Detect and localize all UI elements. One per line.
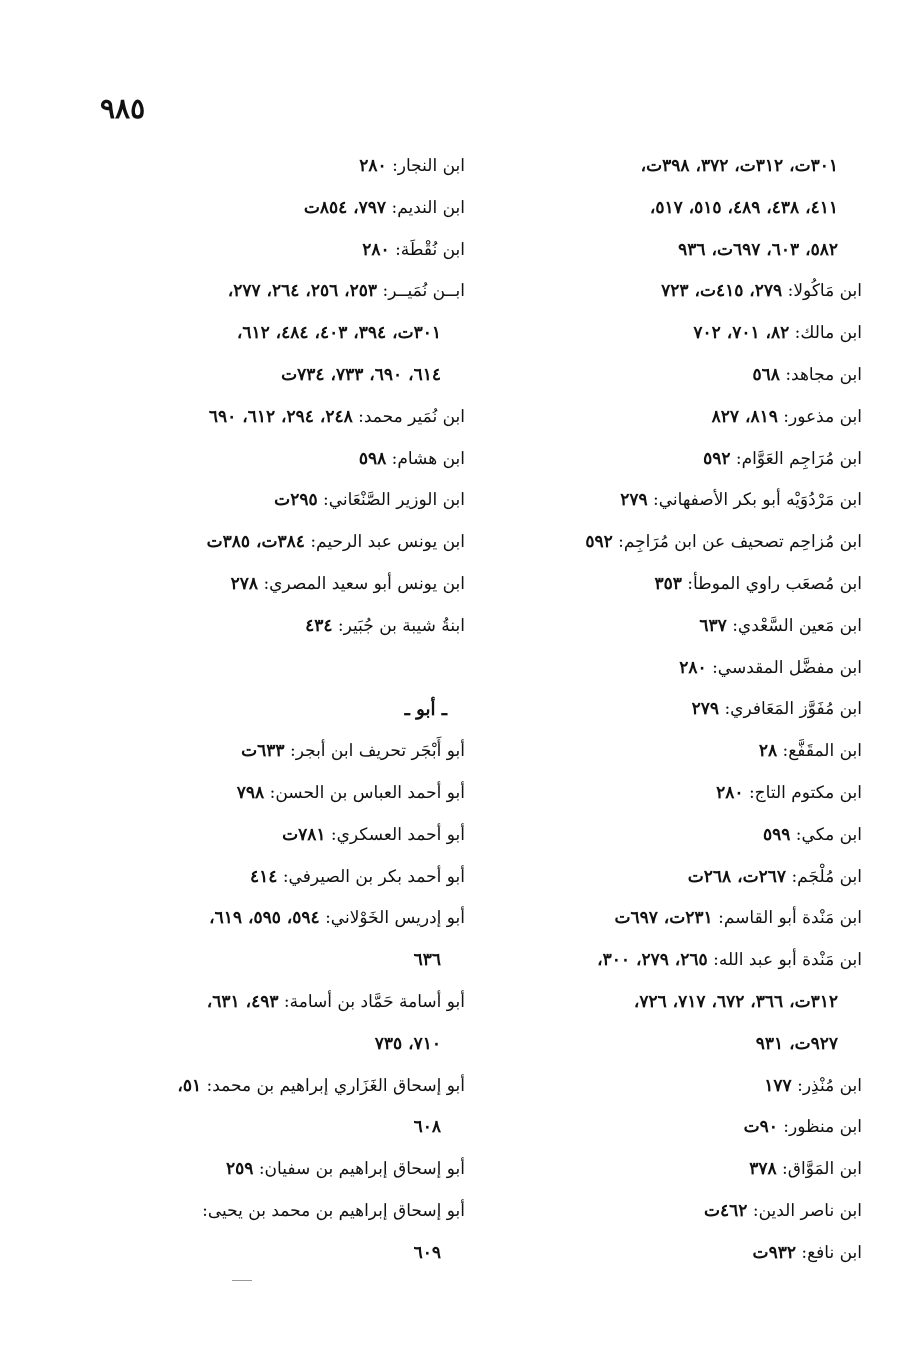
index-entry	[110, 564, 465, 606]
index-entry	[110, 146, 465, 188]
index-entry	[507, 773, 862, 815]
entry-name: ابن مُنْذِر:	[797, 1075, 862, 1096]
index-entry	[110, 773, 465, 815]
entry-name: ابن مفضَّل المقدسي:	[712, 657, 862, 678]
index-entry	[507, 606, 862, 648]
page-references: ٧١٠، ٧٣٥	[374, 1033, 441, 1054]
page-references: ٦٣٧	[699, 615, 727, 636]
index-entry	[507, 439, 862, 481]
page-references: ٤٦٢ت	[704, 1200, 748, 1221]
entry-name: ابن يونس أبو سعيد المصري:	[263, 573, 465, 594]
page-references: ٣٨٤ت، ٣٨٥ت	[206, 532, 305, 553]
page-references: ٥٩٤، ٥٩٥، ٦١٩،	[209, 908, 320, 929]
index-entry-continuation	[110, 940, 465, 982]
page-references: ٧٩٨	[236, 782, 265, 803]
page-references: ٥٩٢	[703, 448, 731, 469]
index-entry-continuation	[507, 230, 862, 272]
entry-name: ابن نُقْطَة:	[395, 239, 465, 260]
entry-name: ابن مَنْدة أبو عبد الله:	[713, 950, 862, 971]
page-references: ٧٨١ت	[282, 824, 326, 845]
entry-name: ابن المقَفَّع:	[782, 741, 862, 762]
entry-name: ابنةُ شيبة بن جُبَير:	[337, 615, 465, 636]
entry-name: ابن منظور:	[783, 1117, 862, 1138]
page-references: ٤١٤	[250, 866, 278, 887]
index-entry	[507, 940, 862, 982]
page-references: ٢٣١ت، ٦٩٧ت	[614, 908, 713, 929]
page-references: ٢٧٩	[691, 699, 720, 720]
entry-name: ابن مكي:	[795, 824, 862, 845]
page-references: ٨٢، ٧٠١، ٧٠٢	[693, 323, 790, 344]
index-entry	[110, 397, 465, 439]
entry-name: ابن مَعين السَّعْدي:	[732, 615, 862, 636]
page-references: ٩٣٢ت	[752, 1242, 796, 1263]
index-entry	[110, 230, 465, 272]
page-references: ٢٨٠	[359, 156, 387, 176]
index-entry	[110, 898, 465, 940]
index-entry-continuation	[507, 188, 862, 230]
page-references: ٣١٢ت، ٣٦٦، ٦٧٢، ٧١٧، ٧٢٦،	[633, 991, 838, 1012]
entry-name: ابن يونس عبد الرحيم:	[310, 532, 465, 553]
page-references: ٦٠٨	[413, 1117, 441, 1138]
page-references: ٢٨٠	[716, 782, 744, 803]
entry-name: أبو أحمد العسكري:	[330, 824, 465, 845]
page-references: ٩٠ت	[743, 1117, 778, 1138]
entry-name: ابن النجار:	[392, 156, 465, 176]
page-references: ٢٨٠	[679, 657, 707, 678]
index-entry	[507, 898, 862, 940]
index-entry	[110, 1191, 465, 1233]
page-references: ٢٨	[758, 741, 778, 762]
entry-name: أبو أحمد بكر بن الصيرفي:	[282, 866, 465, 887]
index-entry-continuation	[110, 1233, 465, 1275]
entry-name: ابن نُمَير محمد:	[358, 406, 465, 427]
index-column-right	[507, 146, 862, 1275]
entry-name: أبو أَبْجَر تحريف ابن أبجر:	[289, 741, 465, 762]
index-entry	[507, 689, 862, 731]
page-references: ٤١١، ٤٣٨، ٤٨٩، ٥١٥، ٥١٧،	[649, 197, 838, 218]
page-references: ٢٦٥، ٢٧٩، ٣٠٠،	[597, 950, 708, 971]
page-references: ٦١٤، ٦٩٠، ٧٣٣، ٧٣٤ت	[281, 364, 441, 385]
index-entry	[507, 397, 862, 439]
index-entry	[507, 564, 862, 606]
page-references: ٦٠٩	[413, 1242, 441, 1263]
page-references: ٣٥٣	[654, 573, 682, 594]
index-entry	[507, 815, 862, 857]
index-entry	[507, 731, 862, 773]
entry-name: أبو إسحاق إبراهيم بن محمد بن يحيى:	[202, 1200, 465, 1221]
entry-name: ابن مُفَوَّز المَعَافري:	[724, 699, 862, 720]
index-entry	[110, 271, 465, 313]
index-entry	[507, 1191, 862, 1233]
index-entry	[507, 1107, 862, 1149]
page-references: ٢٦٧ت، ٢٦٨ت	[687, 866, 787, 887]
index-entry	[110, 1066, 465, 1108]
index-entry-continuation	[110, 1107, 465, 1149]
index-entry-continuation	[507, 982, 862, 1024]
index-entry	[507, 271, 862, 313]
entry-name: ابن مُرَاجِم العَوَّام:	[735, 448, 862, 469]
page-references: ٨١٩، ٨٢٧	[711, 406, 778, 427]
index-entry	[110, 606, 465, 648]
entry-name: ابن مَرْدُوَيْه أبو بكر الأصفهاني:	[653, 490, 862, 511]
page-references: ٩٢٧ت، ٩٣١	[755, 1033, 838, 1054]
entry-name: ابن الوزير الصَّنْعَاني:	[323, 490, 465, 511]
page-references: ٢٩٥ت	[274, 490, 318, 511]
index-entry	[507, 1233, 862, 1275]
index-entry	[110, 857, 465, 899]
entry-name: ابن ناصر الدين:	[752, 1200, 862, 1221]
page-references: ٥٨٢، ٦٠٣، ٦٩٧ت، ٩٣٦	[678, 239, 838, 260]
index-entry	[110, 480, 465, 522]
page-references: ٥٩٨	[358, 448, 387, 469]
index-entry	[507, 313, 862, 355]
page-references: ٢٤٨، ٢٩٤، ٦١٢، ٦٩٠	[208, 406, 353, 427]
page-references: ٥٩٢	[585, 532, 613, 553]
entry-name: ابن مُزاحِم تصحيف عن ابن مُرَاجِم:	[618, 532, 862, 553]
page-references: ٢٧٨	[230, 573, 259, 594]
entry-name: ابن النديم:	[391, 197, 465, 218]
page-references: ٥٦٨	[752, 364, 780, 385]
entry-name: ابن مُلْجَم:	[791, 866, 862, 887]
index-entry-continuation	[110, 313, 465, 355]
page-references: ٢٨٠	[362, 239, 390, 260]
index-entry	[507, 648, 862, 690]
page-references: ٢٧٩، ٤١٥ت، ٧٢٣	[661, 281, 783, 302]
index-entry	[110, 439, 465, 481]
index-entry	[110, 1149, 465, 1191]
entry-name: ابن مذعور:	[783, 406, 862, 427]
entry-name: أبو إسحاق إبراهيم بن سفيان:	[258, 1159, 465, 1180]
index-entry	[507, 522, 862, 564]
index-entry	[507, 857, 862, 899]
page-references: ٥١،	[177, 1075, 202, 1096]
page-references: ٣٠١ت، ٣١٢ت، ٣٧٢، ٣٩٨ت،	[640, 156, 838, 176]
index-entry-continuation	[110, 1024, 465, 1066]
entry-name: ابن نافع:	[801, 1242, 862, 1263]
entry-name: ابن مُصعَب راوي الموطأ:	[687, 573, 862, 594]
page-references: ٢٧٩	[620, 490, 648, 511]
page-references: ٤٣٤	[305, 615, 333, 636]
entry-name: ابن مجاهد:	[785, 364, 862, 385]
index-entry	[110, 982, 465, 1024]
index-entry	[110, 522, 465, 564]
index-entry	[507, 480, 862, 522]
page-references: ٣٠١ت، ٣٩٤، ٤٠٣، ٤٨٤، ٦١٢،	[236, 323, 441, 344]
footer-rule	[232, 1280, 252, 1281]
spacer	[110, 648, 465, 690]
entry-name: أبو أسامة حَمَّاد بن أسامة:	[283, 991, 465, 1012]
entry-name: ابن مكتوم التاج:	[748, 782, 862, 803]
index-entry	[507, 1066, 862, 1108]
entry-name: ابن المَوَّاق:	[782, 1159, 862, 1180]
index-entry	[110, 731, 465, 773]
page-references: ٣٧٨	[749, 1159, 777, 1180]
entry-name: ابن هشام:	[391, 448, 465, 469]
index-entry-continuation	[507, 1024, 862, 1066]
entry-name: أبو إسحاق الغَزَاري إبراهيم بن محمد:	[206, 1075, 465, 1096]
index-entry-continuation	[507, 146, 862, 188]
page-references: ٢٥٩	[226, 1159, 254, 1180]
index-entry-continuation	[110, 355, 465, 397]
entry-name: ابن مَنْدة أبو القاسم:	[718, 908, 862, 929]
page-references: ٦٣٦	[413, 950, 441, 971]
entry-name: ابن مَاكُولا:	[787, 281, 862, 302]
page-number: ٩٨٥	[100, 92, 146, 125]
entry-name: أبو إدريس الخَوْلاني:	[325, 908, 465, 929]
index-entry	[507, 355, 862, 397]
page-references: ٦٣٣ت	[241, 741, 285, 762]
entry-name: ابن مالك:	[794, 323, 862, 344]
page-references: ٢٥٣، ٢٥٦، ٢٦٤، ٢٧٧،	[227, 281, 378, 302]
index-entry	[110, 815, 465, 857]
page-references: ١٧٧	[764, 1075, 792, 1096]
entry-name: ابــن نُمَيــر:	[382, 281, 465, 302]
page-references: ٤٩٣، ٦٣١،	[206, 991, 279, 1012]
index-entry	[507, 1149, 862, 1191]
index-entry	[110, 188, 465, 230]
page-references: ٧٩٧، ٨٥٤ت	[303, 197, 387, 218]
page-references: ٥٩٩	[762, 824, 791, 845]
section-heading: ـ أبو ـ	[404, 699, 447, 721]
entry-name: أبو أحمد العباس بن الحسن:	[269, 782, 465, 803]
index-column-left	[110, 146, 465, 1275]
